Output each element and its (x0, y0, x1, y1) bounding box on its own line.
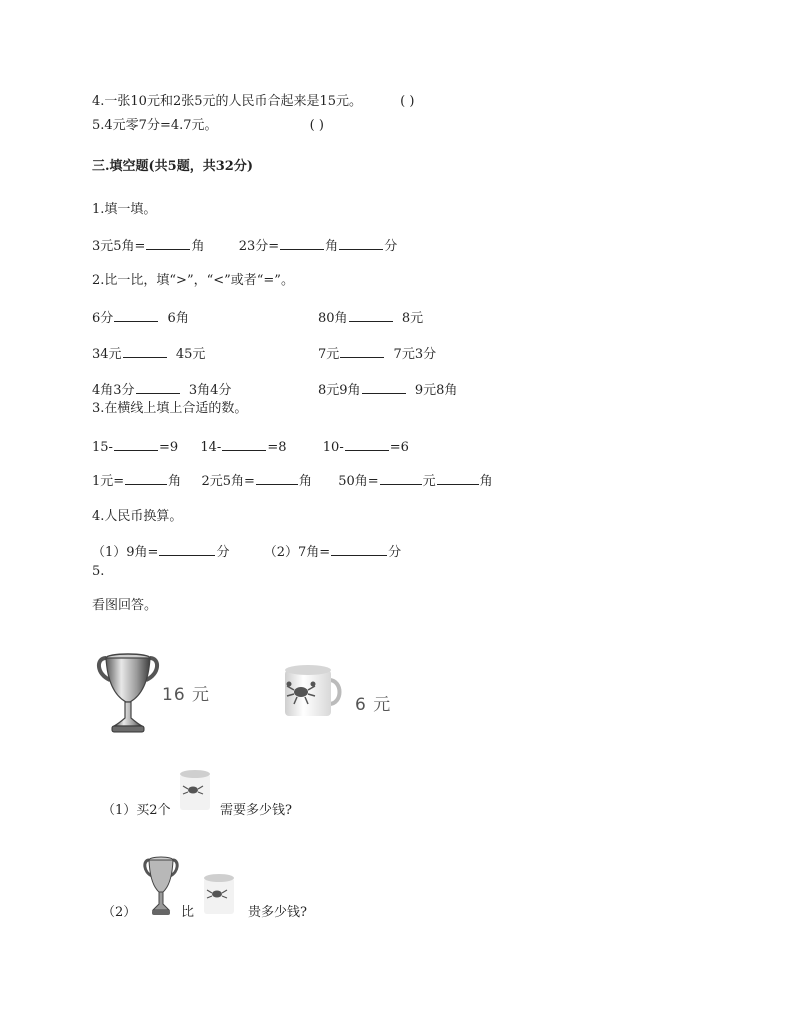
fill-q5-s1-pre: （1）买2个 (102, 803, 171, 818)
fill-q5-s1-post: 需要多少钱? (220, 803, 292, 818)
crab-mug-icon (202, 872, 236, 916)
mug-price: 6 元 (355, 695, 392, 715)
conversion-blank[interactable] (256, 471, 298, 485)
conversion-label: 2元5角= (201, 474, 255, 489)
compare-blank[interactable] (340, 344, 384, 358)
crab-mug-icon (178, 768, 212, 812)
fill-q5-title: 看图回答。 (92, 598, 158, 613)
exchange-blank[interactable] (159, 542, 215, 556)
judge-q5-answer-paren[interactable]: ( ) (309, 118, 324, 133)
fill-q1-a-blank[interactable] (146, 236, 190, 250)
conversion-blank[interactable] (437, 471, 479, 485)
conversion-unit: 角 (298, 474, 312, 489)
compare-blank[interactable] (362, 380, 406, 394)
fill-q3-row1 (92, 437, 409, 457)
fill-q1-a-unit: 角 (191, 239, 205, 254)
fill-q2-row1-left (92, 308, 189, 328)
exchange-label: （2）7角= (263, 545, 331, 560)
compare-left: 80角 (318, 311, 348, 326)
trophy-icon (96, 652, 160, 734)
judge-q4-text: 4.一张10元和2张5元的人民币合起来是15元。 (92, 94, 363, 109)
section-title: 三.填空题(共5题，共32分) (92, 159, 253, 174)
fill-q5-s2-mid: 比 (181, 905, 195, 920)
fill-q2-row3-right (318, 380, 457, 400)
judge-q4-answer-paren[interactable]: ( ) (400, 94, 415, 109)
equation-blank[interactable] (114, 437, 158, 451)
conversion-blank[interactable] (125, 471, 167, 485)
conversion-unit: 角 (168, 474, 182, 489)
fill-q5-s2-pre: （2） (102, 905, 137, 920)
fill-q2-row2-right (318, 344, 436, 364)
judge-q5-text: 5.4元零7分=4.7元。 (92, 118, 218, 133)
compare-right: 9元8角 (414, 383, 458, 398)
fill-q4-row (92, 542, 401, 562)
exchange-unit: 分 (216, 545, 230, 560)
trophy-price: 16 元 (162, 685, 211, 705)
compare-right: 7元3分 (393, 347, 437, 362)
judge-q4 (92, 93, 414, 111)
compare-left: 4角3分 (92, 383, 135, 398)
judge-q5 (92, 117, 324, 135)
fill-q3-title: 3.在横线上填上合适的数。 (92, 401, 248, 416)
compare-blank[interactable] (136, 380, 180, 394)
conversion-unit: 元 (422, 474, 436, 489)
fill-q1-b-unit1: 角 (325, 239, 339, 254)
conversion-blank[interactable] (380, 471, 422, 485)
compare-right: 3角4分 (188, 383, 232, 398)
compare-blank[interactable] (114, 308, 158, 322)
compare-left: 34元 (92, 347, 122, 362)
fill-q1-b-unit2: 分 (384, 239, 398, 254)
compare-blank[interactable] (123, 344, 167, 358)
compare-right: 45元 (175, 347, 206, 362)
fill-q2-row1-right (318, 308, 423, 328)
fill-q1-b-label: 23分= (238, 239, 280, 254)
equation-blank[interactable] (222, 437, 266, 451)
conversion-unit: 角 (479, 474, 493, 489)
trophy-icon (144, 856, 178, 918)
compare-left: 6分 (92, 311, 114, 326)
compare-left: 7元 (318, 347, 340, 362)
fill-q5-s2-post: 贵多少钱? (248, 905, 307, 920)
fill-q4-title: 4.人民币换算。 (92, 509, 183, 524)
equation-end: =8 (267, 440, 287, 455)
exchange-unit: 分 (388, 545, 402, 560)
fill-q1-row (92, 236, 397, 256)
conversion-label: 50角= (338, 474, 379, 489)
conversion-label: 1元= (92, 474, 125, 489)
fill-q3-row2 (92, 471, 493, 491)
compare-right: 8元 (401, 311, 424, 326)
compare-blank[interactable] (349, 308, 393, 322)
crab-mug-icon (281, 664, 345, 720)
fill-q1-title: 1.填一填。 (92, 202, 157, 217)
fill-q1-a-label: 3元5角= (92, 239, 146, 254)
equation-end: =9 (158, 440, 179, 455)
equation-blank[interactable] (345, 437, 389, 451)
fill-q1-b-blank1[interactable] (280, 236, 324, 250)
equation-label: 15- (92, 440, 113, 455)
fill-q1-b-blank2[interactable] (339, 236, 383, 250)
compare-right: 6角 (167, 311, 189, 326)
fill-q5-number: 5. (92, 564, 105, 579)
compare-left: 8元9角 (318, 383, 361, 398)
fill-q2-title: 2.比一比，填“>”，“<”或者“=”。 (92, 273, 294, 288)
equation-label: 14- (200, 440, 222, 455)
fill-q2-row2-left (92, 344, 205, 364)
equation-label: 10- (322, 440, 344, 455)
exchange-blank[interactable] (331, 542, 387, 556)
fill-q2-row3-left (92, 380, 231, 400)
equation-end: =6 (389, 440, 409, 455)
exchange-label: （1）9角= (92, 545, 159, 560)
